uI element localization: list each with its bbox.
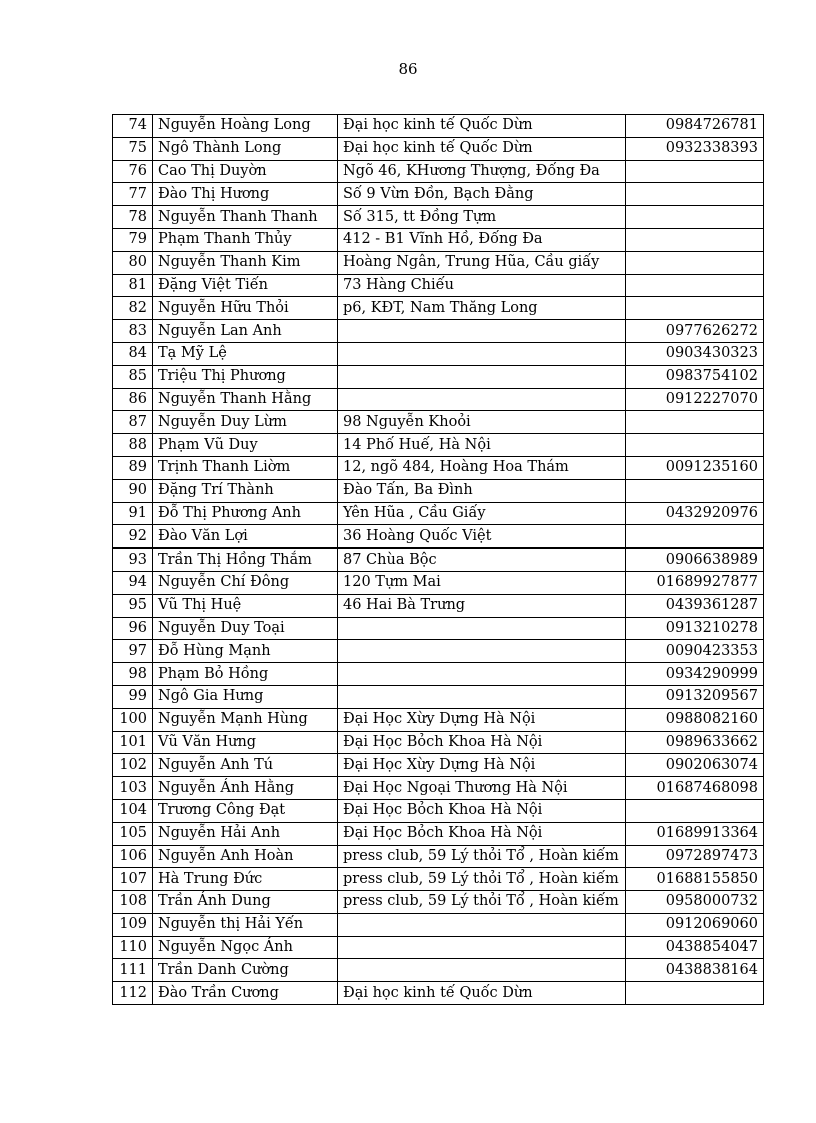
person-name: Trần Danh Cường — [153, 959, 338, 982]
row-number: 74 — [113, 115, 153, 138]
address-cell — [338, 388, 626, 411]
person-name: Đỗ Hùng Mạnh — [153, 640, 338, 663]
phone-cell: 0903430323 — [626, 342, 764, 365]
row-number: 88 — [113, 434, 153, 457]
person-name: Nguyễn Thanh Kim — [153, 251, 338, 274]
address-cell: Đại Học Bỏch Khoa Hà Nội — [338, 731, 626, 754]
table-row — [113, 617, 764, 640]
phone-cell: 0912227070 — [626, 388, 764, 411]
row-number: 82 — [113, 297, 153, 320]
row-number: 85 — [113, 365, 153, 388]
row-number: 78 — [113, 206, 153, 229]
table-row — [113, 274, 764, 297]
phone-cell — [626, 228, 764, 251]
row-number: 96 — [113, 617, 153, 640]
address-cell: press club, 59 Lý thỏi Tổ , Hoàn kiếm — [338, 868, 626, 891]
address-cell: Đại học kinh tế Quốc Dừn — [338, 137, 626, 160]
table-row — [113, 365, 764, 388]
person-name: Nguyễn Ánh Hằng — [153, 777, 338, 800]
person-name: Phạm Vũ Duy — [153, 434, 338, 457]
address-cell: Đại Học Xừy Dựng Hà Nội — [338, 754, 626, 777]
phone-cell — [626, 434, 764, 457]
person-name: Nguyễn Anh Tú — [153, 754, 338, 777]
row-number: 104 — [113, 799, 153, 822]
phone-cell: 0912069060 — [626, 913, 764, 936]
address-cell: Ngõ 46, KHương Thượng, Đống Đa — [338, 160, 626, 183]
table-row — [113, 434, 764, 457]
row-number: 97 — [113, 640, 153, 663]
row-number: 110 — [113, 936, 153, 959]
table-row — [113, 982, 764, 1005]
address-cell — [338, 365, 626, 388]
row-number: 103 — [113, 777, 153, 800]
phone-cell: 0913209567 — [626, 685, 764, 708]
table-row — [113, 822, 764, 845]
address-cell: 46 Hai Bà Trưng — [338, 594, 626, 617]
address-cell: 98 Nguyễn Khoỏi — [338, 411, 626, 434]
phone-cell: 0438838164 — [626, 959, 764, 982]
phone-cell: 0958000732 — [626, 891, 764, 914]
phone-cell: 01689927877 — [626, 571, 764, 594]
address-cell: 73 Hàng Chiếu — [338, 274, 626, 297]
contact-table — [112, 114, 764, 1005]
person-name: Vũ Văn Hưng — [153, 731, 338, 754]
table-row — [113, 206, 764, 229]
person-name: Nguyễn Duy Lừm — [153, 411, 338, 434]
row-number: 93 — [113, 548, 153, 571]
table-row — [113, 571, 764, 594]
table-row — [113, 502, 764, 525]
row-number: 77 — [113, 183, 153, 206]
row-number: 102 — [113, 754, 153, 777]
person-name: Nguyễn Hữu Thỏi — [153, 297, 338, 320]
table-row — [113, 137, 764, 160]
phone-cell: 0091235160 — [626, 456, 764, 479]
phone-cell: 0984726781 — [626, 115, 764, 138]
person-name: Cao Thị Duyờn — [153, 160, 338, 183]
table-row — [113, 868, 764, 891]
phone-cell: 0090423353 — [626, 640, 764, 663]
phone-cell: 0439361287 — [626, 594, 764, 617]
phone-cell — [626, 183, 764, 206]
table-row — [113, 663, 764, 686]
address-cell: Đại Học Bỏch Khoa Hà Nội — [338, 799, 626, 822]
person-name: Nguyễn Anh Hoàn — [153, 845, 338, 868]
row-number: 76 — [113, 160, 153, 183]
row-number: 112 — [113, 982, 153, 1005]
table-row — [113, 777, 764, 800]
phone-cell: 0983754102 — [626, 365, 764, 388]
row-number: 99 — [113, 685, 153, 708]
address-cell — [338, 685, 626, 708]
address-cell: Hoàng Ngân, Trung Hũa, Cầu giấy — [338, 251, 626, 274]
row-number: 84 — [113, 342, 153, 365]
row-number: 94 — [113, 571, 153, 594]
address-cell — [338, 663, 626, 686]
address-cell: Đại Học Bỏch Khoa Hà Nội — [338, 822, 626, 845]
phone-cell: 0932338393 — [626, 137, 764, 160]
address-cell: Đại học kinh tế Quốc Dừn — [338, 982, 626, 1005]
phone-cell: 01687468098 — [626, 777, 764, 800]
table-row — [113, 411, 764, 434]
phone-cell — [626, 297, 764, 320]
row-number: 75 — [113, 137, 153, 160]
row-number: 107 — [113, 868, 153, 891]
table-row — [113, 799, 764, 822]
phone-cell — [626, 411, 764, 434]
address-cell — [338, 640, 626, 663]
table-row — [113, 685, 764, 708]
address-cell — [338, 936, 626, 959]
table-row — [113, 913, 764, 936]
person-name: Nguyễn Hoàng Long — [153, 115, 338, 138]
row-number: 89 — [113, 456, 153, 479]
table-row — [113, 936, 764, 959]
row-number: 86 — [113, 388, 153, 411]
address-cell: Số 315, tt Đồng Tựm — [338, 206, 626, 229]
person-name: Nguyễn Ngọc Ánh — [153, 936, 338, 959]
phone-cell — [626, 799, 764, 822]
person-name: Trần Ánh Dung — [153, 891, 338, 914]
person-name: Đặng Việt Tiến — [153, 274, 338, 297]
row-number: 106 — [113, 845, 153, 868]
address-cell: Đào Tấn, Ba Đình — [338, 479, 626, 502]
row-number: 98 — [113, 663, 153, 686]
person-name: Nguyễn Hải Anh — [153, 822, 338, 845]
person-name: Đỗ Thị Phương Anh — [153, 502, 338, 525]
phone-cell — [626, 525, 764, 548]
row-number: 100 — [113, 708, 153, 731]
table-row — [113, 731, 764, 754]
phone-cell — [626, 274, 764, 297]
address-cell: Số 9 Vừn Đồn, Bạch Đằng — [338, 183, 626, 206]
phone-cell: 0906638989 — [626, 548, 764, 571]
row-number: 90 — [113, 479, 153, 502]
phone-cell: 0977626272 — [626, 320, 764, 343]
address-cell: 412 - B1 Vĩnh Hồ, Đống Đa — [338, 228, 626, 251]
page-number: 86 — [398, 60, 418, 78]
person-name: Triệu Thị Phương — [153, 365, 338, 388]
address-cell — [338, 959, 626, 982]
row-number: 81 — [113, 274, 153, 297]
phone-cell: 0913210278 — [626, 617, 764, 640]
address-cell — [338, 320, 626, 343]
person-name: Tạ Mỹ Lệ — [153, 342, 338, 365]
table-row — [113, 320, 764, 343]
row-number: 80 — [113, 251, 153, 274]
address-cell: 36 Hoàng Quốc Việt — [338, 525, 626, 548]
table-row — [113, 388, 764, 411]
table-row — [113, 342, 764, 365]
row-number: 105 — [113, 822, 153, 845]
person-name: Đào Văn Lợi — [153, 525, 338, 548]
person-name: Ngô Gia Hưng — [153, 685, 338, 708]
address-cell: 14 Phố Huế, Hà Nội — [338, 434, 626, 457]
person-name: Nguyễn Thanh Hằng — [153, 388, 338, 411]
address-cell: p6, KĐT, Nam Thăng Long — [338, 297, 626, 320]
address-cell — [338, 617, 626, 640]
person-name: Trịnh Thanh Liờm — [153, 456, 338, 479]
table-row — [113, 754, 764, 777]
person-name: Đào Thị Hương — [153, 183, 338, 206]
row-number: 92 — [113, 525, 153, 548]
person-name: Phạm Bỏ Hồng — [153, 663, 338, 686]
person-name: Phạm Thanh Thủy — [153, 228, 338, 251]
address-cell: Yên Hũa , Cầu Giấy — [338, 502, 626, 525]
table-row — [113, 959, 764, 982]
table-row — [113, 525, 764, 548]
address-cell: 120 Tựm Mai — [338, 571, 626, 594]
phone-cell: 0972897473 — [626, 845, 764, 868]
row-number: 111 — [113, 959, 153, 982]
table-row — [113, 228, 764, 251]
person-name: Trương Công Đạt — [153, 799, 338, 822]
person-name: Nguyễn Chí Đông — [153, 571, 338, 594]
phone-cell: 0902063074 — [626, 754, 764, 777]
table-row — [113, 183, 764, 206]
phone-cell: 0988082160 — [626, 708, 764, 731]
person-name: Đặng Trí Thành — [153, 479, 338, 502]
person-name: Nguyễn Duy Toại — [153, 617, 338, 640]
row-number: 87 — [113, 411, 153, 434]
row-number: 83 — [113, 320, 153, 343]
phone-cell: 0432920976 — [626, 502, 764, 525]
row-number: 91 — [113, 502, 153, 525]
address-cell — [338, 342, 626, 365]
address-cell — [338, 913, 626, 936]
person-name: Trần Thị Hồng Thắm — [153, 548, 338, 571]
table-row — [113, 594, 764, 617]
phone-cell — [626, 251, 764, 274]
address-cell: 12, ngõ 484, Hoàng Hoa Thám — [338, 456, 626, 479]
phone-cell — [626, 982, 764, 1005]
table-row — [113, 708, 764, 731]
table-row — [113, 456, 764, 479]
person-name: Nguyễn Mạnh Hùng — [153, 708, 338, 731]
table-row — [113, 115, 764, 138]
phone-cell — [626, 479, 764, 502]
row-number: 79 — [113, 228, 153, 251]
contact-table-body — [113, 115, 764, 1005]
phone-cell: 01689913364 — [626, 822, 764, 845]
table-row — [113, 251, 764, 274]
table-row — [113, 160, 764, 183]
table-row — [113, 548, 764, 571]
person-name: Vũ Thị Huệ — [153, 594, 338, 617]
address-cell: press club, 59 Lý thỏi Tổ , Hoàn kiếm — [338, 845, 626, 868]
row-number: 109 — [113, 913, 153, 936]
phone-cell: 0438854047 — [626, 936, 764, 959]
phone-cell: 0934290999 — [626, 663, 764, 686]
table-row — [113, 845, 764, 868]
address-cell: Đại học kinh tế Quốc Dừn — [338, 115, 626, 138]
person-name: Nguyễn Thanh Thanh — [153, 206, 338, 229]
table-row — [113, 479, 764, 502]
phone-cell: 01688155850 — [626, 868, 764, 891]
person-name: Ngô Thành Long — [153, 137, 338, 160]
table-row — [113, 297, 764, 320]
row-number: 108 — [113, 891, 153, 914]
person-name: Đào Trần Cương — [153, 982, 338, 1005]
address-cell: Đại Học Ngoại Thương Hà Nội — [338, 777, 626, 800]
address-cell: 87 Chùa Bộc — [338, 548, 626, 571]
row-number: 95 — [113, 594, 153, 617]
phone-cell: 0989633662 — [626, 731, 764, 754]
person-name: Nguyễn thị Hải Yến — [153, 913, 338, 936]
person-name: Hà Trung Đức — [153, 868, 338, 891]
phone-cell — [626, 206, 764, 229]
table-row — [113, 640, 764, 663]
address-cell: Đại Học Xừy Dựng Hà Nội — [338, 708, 626, 731]
phone-cell — [626, 160, 764, 183]
table-row — [113, 891, 764, 914]
person-name: Nguyễn Lan Anh — [153, 320, 338, 343]
row-number: 101 — [113, 731, 153, 754]
address-cell: press club, 59 Lý thỏi Tổ , Hoàn kiếm — [338, 891, 626, 914]
